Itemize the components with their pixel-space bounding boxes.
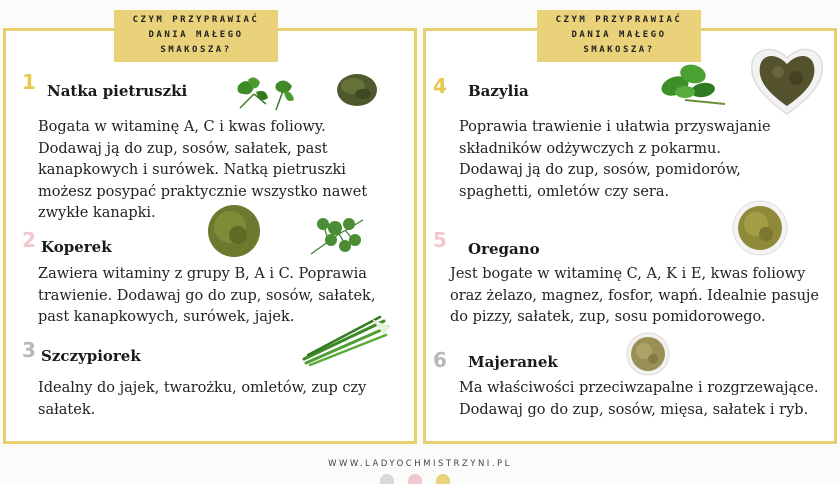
footer-website-url: WWW.LADYOCHMISTRZYNI.PL (328, 459, 512, 469)
header-banner-left (114, 10, 278, 62)
heart-icon (380, 474, 394, 484)
herb-title-marjoram: Majeranek (468, 353, 558, 371)
herb-title-parsley: Natka pietruszki (47, 82, 188, 100)
dried-parsley-image (335, 68, 379, 108)
oregano-bowl-image (732, 200, 788, 256)
dried-dill-image (206, 203, 262, 259)
banner-line: SMAKOSZA? (160, 45, 232, 55)
description-line: kanapkowych i surówek. Natką pietruszki (38, 162, 346, 178)
herb-title-chives: Szczypiorek (41, 347, 141, 365)
description-line: past kanapkowych, surówek, jajek. (38, 309, 295, 325)
description-line: trawienie. Dodawaj go do zup, sosów, sałatek, (38, 287, 376, 304)
description-line: Poprawia trawienie i ułatwia przyswajanie (459, 119, 771, 135)
description-line: Ma właściwości przeciwzapalne i rozgrzewające. (459, 380, 819, 396)
description-line: Zawiera witaminy z grupy B, A i C. Poprawia (38, 266, 367, 282)
chives-image (300, 313, 392, 369)
description-line: Dodawaj ją do zup, sosów, sałatek, past (38, 140, 328, 157)
description-line: spaghetti, omletów czy sera. (459, 183, 670, 200)
description-line: Bogata w witaminę A, C i kwas foliowy. (38, 119, 326, 135)
herb-number-3: 3 (22, 338, 36, 362)
herb-description-marjoram (459, 378, 818, 421)
description-line: do pizzy, sałatek, zup, sosu pomidorowego. (450, 309, 766, 325)
herb-number-5: 5 (433, 228, 447, 252)
banner-line: DANIA MAŁEGO (148, 30, 244, 40)
herb-title-basil: Bazylia (468, 82, 529, 100)
banner-line: SMAKOSZA? (583, 45, 655, 55)
description-line: Dodawaj go do zup, sosów, mięsa, sałatek i ryb. (459, 401, 809, 418)
description-line: zwykłe kanapki. (38, 205, 156, 221)
description-line: Dodawaj ją do zup, sosów, pomidorów, (459, 162, 741, 178)
heart-icon (436, 474, 450, 484)
fresh-dill-image (305, 214, 369, 260)
herb-number-6: 6 (433, 348, 447, 372)
herb-number-4: 4 (433, 74, 447, 98)
herb-number-1: 1 (22, 70, 36, 94)
description-line: Jest bogate w witaminę C, A, K i E, kwas foliowy (450, 266, 806, 282)
description-line: oraz żelazo, magnez, fosfor, wapń. Idealnie pasuje (450, 287, 820, 304)
herb-title-dill: Koperek (41, 238, 112, 256)
description-line: sałatek. (38, 401, 96, 418)
basil-leaves-image (655, 56, 727, 106)
herb-description-oregano (450, 264, 819, 329)
dried-basil-bowl-image (748, 42, 826, 118)
herb-description-parsley (38, 117, 367, 225)
herb-description-basil (459, 117, 771, 203)
parsley-leaves-image (230, 74, 302, 114)
heart-icon (408, 474, 422, 484)
header-banner-right (537, 10, 701, 62)
banner-line: CZYM PRZYPRAWIAĆ (555, 15, 683, 25)
herb-title-oregano: Oregano (468, 240, 540, 258)
herb-number-2: 2 (22, 228, 36, 252)
description-line: możesz posypać praktycznie wszystko nawet (38, 183, 368, 200)
banner-line: DANIA MAŁEGO (571, 30, 667, 40)
description-line: Idealny do jajek, twarożku, omletów, zup czy (38, 380, 367, 396)
marjoram-bowl-image (626, 332, 670, 376)
banner-line: CZYM PRZYPRAWIAĆ (132, 15, 260, 25)
herb-description-chives (38, 378, 366, 421)
description-line: składników odżywczych z pokarmu. (459, 140, 721, 157)
